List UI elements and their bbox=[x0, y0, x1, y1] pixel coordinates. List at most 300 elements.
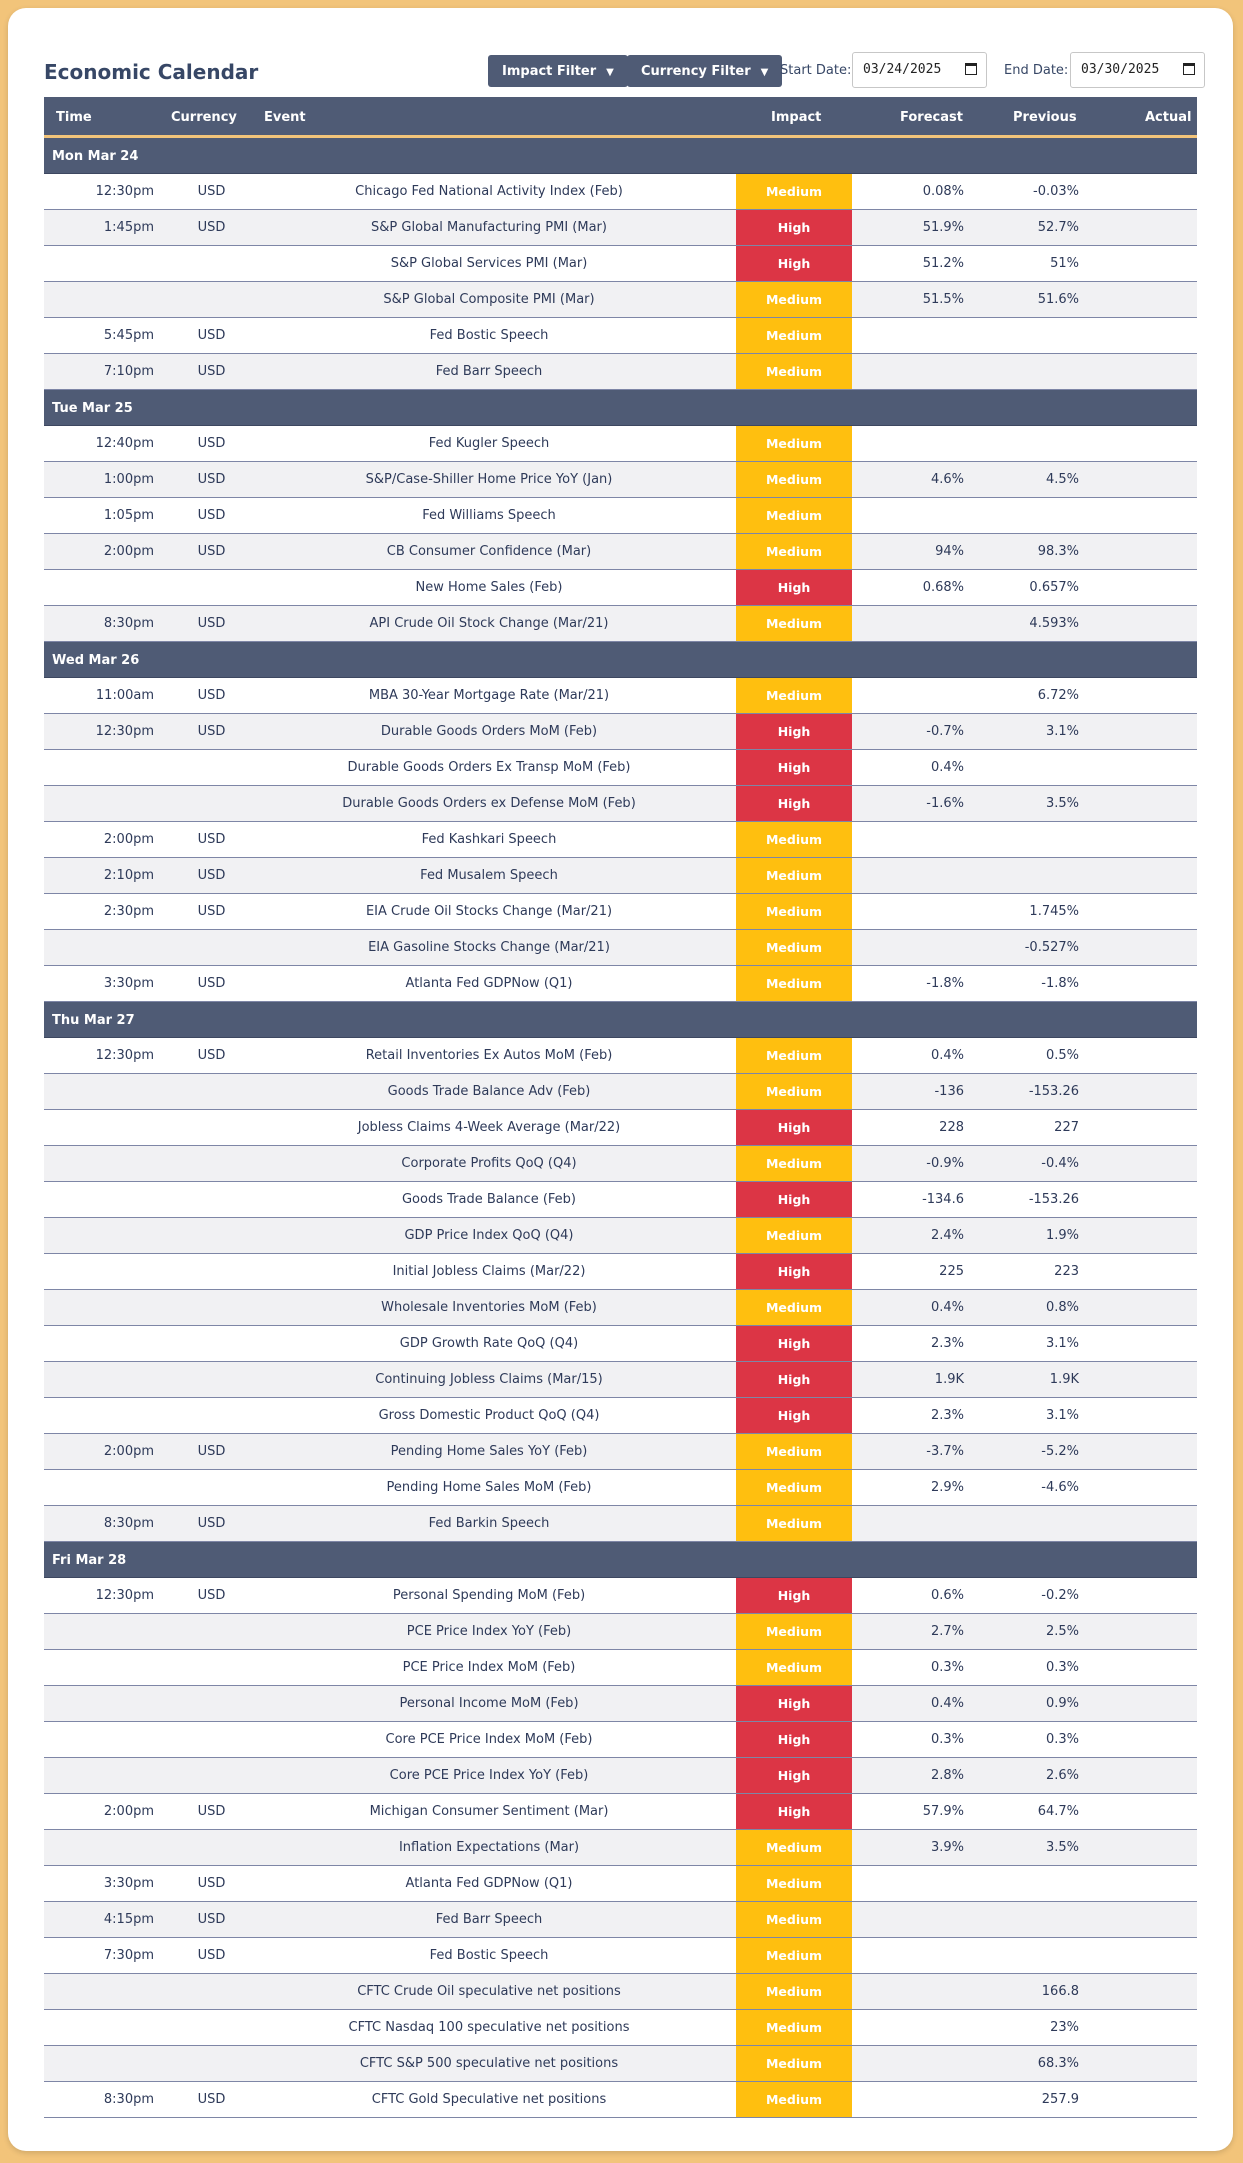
table-row[interactable] bbox=[44, 1074, 1197, 1110]
calendar-icon[interactable] bbox=[965, 63, 977, 75]
event-cell: CFTC Nasdaq 100 speculative net positions bbox=[348, 2020, 630, 2035]
forecast-cell: 51.9% bbox=[922, 220, 964, 235]
impact-badge: Medium bbox=[736, 174, 852, 209]
impact-badge: Medium bbox=[736, 1218, 852, 1253]
table-row[interactable] bbox=[44, 1110, 1197, 1146]
forecast-cell: 1.9K bbox=[934, 1372, 964, 1387]
impact-badge: High bbox=[736, 1794, 852, 1829]
event-cell: Fed Bostic Speech bbox=[429, 328, 549, 343]
calendar-header bbox=[44, 48, 1197, 94]
col-actual[interactable]: Actual bbox=[1145, 110, 1192, 125]
time-cell: 12:30pm bbox=[95, 1048, 154, 1063]
table-row[interactable] bbox=[44, 750, 1197, 786]
previous-cell: 51.6% bbox=[1037, 292, 1079, 307]
event-cell: Gross Domestic Product QoQ (Q4) bbox=[378, 1408, 600, 1423]
event-cell: Core PCE Price Index MoM (Feb) bbox=[385, 1732, 593, 1747]
impact-filter-button[interactable] bbox=[488, 55, 628, 87]
table-row[interactable] bbox=[44, 858, 1197, 894]
table-row[interactable] bbox=[44, 894, 1197, 930]
previous-cell: -0.03% bbox=[1033, 184, 1079, 199]
event-cell: GDP Growth Rate QoQ (Q4) bbox=[399, 1336, 579, 1351]
event-cell: Fed Bostic Speech bbox=[429, 1948, 549, 1963]
day-label: Tue Mar 25 bbox=[52, 401, 133, 416]
forecast-cell: 0.4% bbox=[930, 1048, 964, 1063]
event-cell: Michigan Consumer Sentiment (Mar) bbox=[369, 1804, 609, 1819]
previous-cell: 3.1% bbox=[1045, 1336, 1079, 1351]
event-cell: GDP Price Index QoQ (Q4) bbox=[404, 1228, 574, 1243]
forecast-cell: 0.4% bbox=[930, 760, 964, 775]
impact-badge: High bbox=[736, 1254, 852, 1289]
time-cell: 2:30pm bbox=[103, 904, 154, 919]
currency-cell: USD bbox=[197, 544, 226, 559]
impact-badge: High bbox=[736, 1686, 852, 1721]
col-time[interactable]: Time bbox=[56, 110, 92, 125]
day-header bbox=[44, 1002, 1197, 1038]
impact-badge: Medium bbox=[736, 354, 852, 389]
time-cell: 2:00pm bbox=[103, 544, 154, 559]
table-row[interactable] bbox=[44, 2046, 1197, 2082]
forecast-cell: -3.7% bbox=[926, 1444, 964, 1459]
col-impact[interactable]: Impact bbox=[771, 110, 822, 125]
time-cell: 8:30pm bbox=[103, 2092, 154, 2107]
time-cell: 1:05pm bbox=[103, 508, 154, 523]
table-row[interactable] bbox=[44, 1290, 1197, 1326]
event-cell: EIA Gasoline Stocks Change (Mar/21) bbox=[368, 940, 610, 955]
time-cell: 5:45pm bbox=[103, 328, 154, 343]
forecast-cell: 2.8% bbox=[930, 1768, 964, 1783]
currency-cell: USD bbox=[197, 1588, 226, 1603]
event-cell: Personal Income MoM (Feb) bbox=[399, 1696, 579, 1711]
event-cell: Fed Kashkari Speech bbox=[421, 832, 557, 847]
event-cell: PCE Price Index YoY (Feb) bbox=[406, 1624, 572, 1639]
previous-cell: 0.8% bbox=[1045, 1300, 1079, 1315]
impact-badge: Medium bbox=[736, 1074, 852, 1109]
currency-cell: USD bbox=[197, 328, 226, 343]
table-row[interactable] bbox=[44, 2082, 1197, 2118]
forecast-cell: -134.6 bbox=[922, 1192, 964, 1207]
table-row[interactable] bbox=[44, 1614, 1197, 1650]
event-cell: New Home Sales (Feb) bbox=[415, 580, 563, 595]
end-date-input[interactable] bbox=[1070, 52, 1205, 88]
previous-cell: 52.7% bbox=[1037, 220, 1079, 235]
previous-cell: 2.5% bbox=[1045, 1624, 1079, 1639]
caret-down-icon: ▼ bbox=[606, 66, 614, 78]
table-row[interactable] bbox=[44, 1398, 1197, 1434]
caret-down-icon: ▼ bbox=[760, 66, 769, 78]
impact-badge: Medium bbox=[736, 2046, 852, 2081]
table-row[interactable] bbox=[44, 498, 1197, 534]
table-row[interactable] bbox=[44, 786, 1197, 822]
event-cell: S&P Global Services PMI (Mar) bbox=[390, 256, 588, 271]
currency-cell: USD bbox=[197, 1948, 226, 1963]
forecast-cell: -0.7% bbox=[926, 724, 964, 739]
event-cell: Atlanta Fed GDPNow (Q1) bbox=[405, 1876, 573, 1891]
previous-cell: 6.72% bbox=[1037, 688, 1079, 703]
impact-badge: Medium bbox=[736, 858, 852, 893]
event-cell: PCE Price Index MoM (Feb) bbox=[402, 1660, 576, 1675]
table-row[interactable] bbox=[44, 462, 1197, 498]
forecast-cell: -0.9% bbox=[926, 1156, 964, 1171]
table-row[interactable] bbox=[44, 1902, 1197, 1938]
calendar-icon[interactable] bbox=[1183, 63, 1195, 75]
impact-filter-label: Impact Filter bbox=[502, 63, 597, 79]
impact-badge: Medium bbox=[736, 1506, 852, 1541]
impact-badge: Medium bbox=[736, 930, 852, 965]
currency-cell: USD bbox=[197, 1444, 226, 1459]
previous-cell: 227 bbox=[1054, 1120, 1079, 1135]
currency-cell: USD bbox=[197, 184, 226, 199]
event-cell: S&P Global Composite PMI (Mar) bbox=[383, 292, 595, 307]
event-cell: Inflation Expectations (Mar) bbox=[398, 1840, 580, 1855]
impact-badge: Medium bbox=[736, 1866, 852, 1901]
table-row[interactable] bbox=[44, 1938, 1197, 1974]
start-date-label: Start Date: bbox=[780, 63, 852, 78]
table-row[interactable] bbox=[44, 1794, 1197, 1830]
currency-filter-button[interactable] bbox=[627, 55, 782, 87]
impact-badge: Medium bbox=[736, 1650, 852, 1685]
previous-cell: 0.657% bbox=[1029, 580, 1079, 595]
table-row[interactable] bbox=[44, 2010, 1197, 2046]
previous-cell: -5.2% bbox=[1041, 1444, 1079, 1459]
table-row[interactable] bbox=[44, 1974, 1197, 2010]
impact-badge: Medium bbox=[736, 498, 852, 533]
table-row[interactable] bbox=[44, 1578, 1197, 1614]
forecast-cell: 0.68% bbox=[922, 580, 964, 595]
currency-cell: USD bbox=[197, 976, 226, 991]
impact-badge: Medium bbox=[736, 894, 852, 929]
impact-badge: Medium bbox=[736, 318, 852, 353]
time-cell: 2:00pm bbox=[103, 1444, 154, 1459]
impact-badge: High bbox=[736, 246, 852, 281]
impact-badge: Medium bbox=[736, 2082, 852, 2117]
time-cell: 1:00pm bbox=[103, 472, 154, 487]
forecast-cell: 225 bbox=[939, 1264, 964, 1279]
impact-badge: Medium bbox=[736, 1470, 852, 1505]
event-cell: CFTC S&P 500 speculative net positions bbox=[359, 2056, 619, 2071]
forecast-cell: 2.9% bbox=[930, 1480, 964, 1495]
forecast-cell: 0.6% bbox=[930, 1588, 964, 1603]
table-row[interactable] bbox=[44, 1038, 1197, 1074]
table-body bbox=[44, 138, 1197, 2118]
currency-cell: USD bbox=[197, 472, 226, 487]
currency-cell: USD bbox=[197, 2092, 226, 2107]
col-event[interactable]: Event bbox=[264, 110, 306, 125]
event-cell: Durable Goods Orders Ex Transp MoM (Feb) bbox=[347, 760, 631, 775]
impact-badge: High bbox=[736, 1578, 852, 1613]
impact-badge: Medium bbox=[736, 534, 852, 569]
previous-cell: 2.6% bbox=[1045, 1768, 1079, 1783]
event-cell: Chicago Fed National Activity Index (Feb) bbox=[355, 184, 623, 199]
table-row[interactable] bbox=[44, 930, 1197, 966]
previous-cell: 1.9K bbox=[1049, 1372, 1079, 1387]
table-row[interactable] bbox=[44, 1362, 1197, 1398]
day-label: Fri Mar 28 bbox=[52, 1553, 127, 1568]
table-row[interactable] bbox=[44, 174, 1197, 210]
impact-badge: High bbox=[736, 750, 852, 785]
event-cell: Goods Trade Balance (Feb) bbox=[401, 1192, 576, 1207]
event-cell: S&P/Case-Shiller Home Price YoY (Jan) bbox=[365, 472, 613, 487]
table-row[interactable] bbox=[44, 570, 1197, 606]
previous-cell: 166.8 bbox=[1041, 1984, 1079, 1999]
table-row[interactable] bbox=[44, 822, 1197, 858]
currency-cell: USD bbox=[197, 1876, 226, 1891]
forecast-cell: 0.4% bbox=[930, 1696, 964, 1711]
forecast-cell: 0.4% bbox=[930, 1300, 964, 1315]
time-cell: 12:30pm bbox=[95, 184, 154, 199]
table-row[interactable] bbox=[44, 1146, 1197, 1182]
event-cell: Fed Williams Speech bbox=[422, 508, 556, 523]
event-cell: CFTC Crude Oil speculative net positions bbox=[357, 1984, 621, 1999]
table-row[interactable] bbox=[44, 210, 1197, 246]
previous-cell: 3.1% bbox=[1045, 1408, 1079, 1423]
table-row[interactable] bbox=[44, 246, 1197, 282]
previous-cell: 4.5% bbox=[1045, 472, 1079, 487]
impact-badge: Medium bbox=[736, 1290, 852, 1325]
currency-cell: USD bbox=[197, 832, 226, 847]
currency-cell: USD bbox=[197, 616, 226, 631]
table-row[interactable] bbox=[44, 1758, 1197, 1794]
forecast-cell: 3.9% bbox=[930, 1840, 964, 1855]
previous-cell: -4.6% bbox=[1041, 1480, 1079, 1495]
time-cell: 11:00am bbox=[95, 688, 154, 703]
impact-badge: Medium bbox=[736, 462, 852, 497]
impact-badge: High bbox=[736, 1398, 852, 1433]
impact-badge: Medium bbox=[736, 1938, 852, 1973]
table-row[interactable] bbox=[44, 1722, 1197, 1758]
forecast-cell: 228 bbox=[939, 1120, 964, 1135]
previous-cell: 98.3% bbox=[1037, 544, 1079, 559]
impact-badge: High bbox=[736, 210, 852, 245]
event-cell: MBA 30-Year Mortgage Rate (Mar/21) bbox=[368, 688, 610, 703]
table-row[interactable] bbox=[44, 606, 1197, 642]
event-cell: API Crude Oil Stock Change (Mar/21) bbox=[369, 616, 609, 631]
time-cell: 7:10pm bbox=[103, 364, 154, 379]
time-cell: 2:00pm bbox=[103, 1804, 154, 1819]
table-row[interactable] bbox=[44, 1254, 1197, 1290]
table-row[interactable] bbox=[44, 318, 1197, 354]
calendar-card bbox=[8, 8, 1233, 2151]
event-cell: Initial Jobless Claims (Mar/22) bbox=[392, 1264, 586, 1279]
forecast-cell: 2.3% bbox=[930, 1408, 964, 1423]
currency-cell: USD bbox=[197, 904, 226, 919]
previous-cell: 0.9% bbox=[1045, 1696, 1079, 1711]
impact-badge: High bbox=[736, 570, 852, 605]
day-header bbox=[44, 1542, 1197, 1578]
table-row[interactable] bbox=[44, 678, 1197, 714]
previous-cell: -0.527% bbox=[1024, 940, 1079, 955]
previous-cell: 68.3% bbox=[1037, 2056, 1079, 2071]
start-date-input[interactable] bbox=[852, 52, 987, 88]
previous-cell: -0.4% bbox=[1041, 1156, 1079, 1171]
previous-cell: 64.7% bbox=[1037, 1804, 1079, 1819]
currency-cell: USD bbox=[197, 688, 226, 703]
event-cell: Durable Goods Orders ex Defense MoM (Feb) bbox=[342, 796, 636, 811]
event-cell: Core PCE Price Index YoY (Feb) bbox=[389, 1768, 589, 1783]
forecast-cell: 0.3% bbox=[930, 1660, 964, 1675]
impact-badge: High bbox=[736, 786, 852, 821]
currency-cell: USD bbox=[197, 1804, 226, 1819]
forecast-cell: 51.5% bbox=[922, 292, 964, 307]
time-cell: 12:30pm bbox=[95, 1588, 154, 1603]
day-header bbox=[44, 390, 1197, 426]
event-cell: Goods Trade Balance Adv (Feb) bbox=[387, 1084, 591, 1099]
impact-badge: Medium bbox=[736, 1434, 852, 1469]
impact-badge: Medium bbox=[736, 282, 852, 317]
day-label: Mon Mar 24 bbox=[52, 149, 139, 164]
time-cell: 3:30pm bbox=[103, 976, 154, 991]
table-row[interactable] bbox=[44, 1866, 1197, 1902]
forecast-cell: -1.8% bbox=[926, 976, 964, 991]
impact-badge: Medium bbox=[736, 678, 852, 713]
currency-cell: USD bbox=[197, 364, 226, 379]
forecast-cell: 57.9% bbox=[922, 1804, 964, 1819]
event-cell: CB Consumer Confidence (Mar) bbox=[386, 544, 592, 559]
previous-cell: -1.8% bbox=[1041, 976, 1079, 991]
event-cell: Fed Musalem Speech bbox=[420, 868, 558, 883]
table-row[interactable] bbox=[44, 354, 1197, 390]
previous-cell: 0.3% bbox=[1045, 1660, 1079, 1675]
forecast-cell: -1.6% bbox=[926, 796, 964, 811]
event-cell: Jobless Claims 4-Week Average (Mar/22) bbox=[357, 1120, 621, 1135]
day-header bbox=[44, 138, 1197, 174]
event-cell: Pending Home Sales MoM (Feb) bbox=[386, 1480, 592, 1495]
impact-badge: Medium bbox=[736, 1614, 852, 1649]
currency-cell: USD bbox=[197, 220, 226, 235]
forecast-cell: 51.2% bbox=[922, 256, 964, 271]
table-row[interactable] bbox=[44, 714, 1197, 750]
currency-cell: USD bbox=[197, 1048, 226, 1063]
time-cell: 12:40pm bbox=[95, 436, 154, 451]
previous-cell: 0.5% bbox=[1045, 1048, 1079, 1063]
calendar-table bbox=[44, 97, 1197, 2118]
forecast-cell: 4.6% bbox=[930, 472, 964, 487]
currency-cell: USD bbox=[197, 508, 226, 523]
impact-badge: Medium bbox=[736, 2010, 852, 2045]
previous-cell: -153.26 bbox=[1028, 1192, 1079, 1207]
impact-badge: Medium bbox=[736, 1974, 852, 2009]
time-cell: 1:45pm bbox=[103, 220, 154, 235]
previous-cell: 51% bbox=[1050, 256, 1079, 271]
currency-cell: USD bbox=[197, 1516, 226, 1531]
table-row[interactable] bbox=[44, 426, 1197, 462]
event-cell: CFTC Gold Speculative net positions bbox=[371, 2092, 607, 2107]
table-header bbox=[44, 97, 1197, 138]
table-row[interactable] bbox=[44, 1650, 1197, 1686]
impact-badge: Medium bbox=[736, 1902, 852, 1937]
table-row[interactable] bbox=[44, 1326, 1197, 1362]
event-cell: Corporate Profits QoQ (Q4) bbox=[401, 1156, 577, 1171]
impact-badge: Medium bbox=[736, 966, 852, 1001]
table-row[interactable] bbox=[44, 1470, 1197, 1506]
impact-badge: High bbox=[736, 1722, 852, 1757]
event-cell: Continuing Jobless Claims (Mar/15) bbox=[375, 1372, 603, 1387]
table-row[interactable] bbox=[44, 534, 1197, 570]
impact-badge: Medium bbox=[736, 1830, 852, 1865]
time-cell: 3:30pm bbox=[103, 1876, 154, 1891]
impact-badge: High bbox=[736, 1110, 852, 1145]
currency-cell: USD bbox=[197, 1912, 226, 1927]
end-date-value: 03/30/2025 bbox=[1081, 62, 1160, 77]
table-row[interactable] bbox=[44, 966, 1197, 1002]
table-row[interactable] bbox=[44, 1830, 1197, 1866]
impact-badge: Medium bbox=[736, 822, 852, 857]
forecast-cell: 2.7% bbox=[930, 1624, 964, 1639]
previous-cell: 3.1% bbox=[1045, 724, 1079, 739]
impact-badge: Medium bbox=[736, 1146, 852, 1181]
day-label: Thu Mar 27 bbox=[52, 1013, 135, 1028]
table-row[interactable] bbox=[44, 1434, 1197, 1470]
impact-badge: Medium bbox=[736, 1038, 852, 1073]
previous-cell: 257.9 bbox=[1041, 2092, 1079, 2107]
time-cell: 8:30pm bbox=[103, 616, 154, 631]
col-forecast[interactable]: Forecast bbox=[900, 110, 963, 125]
day-label: Wed Mar 26 bbox=[52, 653, 140, 668]
event-cell: Fed Barr Speech bbox=[435, 1912, 543, 1927]
event-cell: S&P Global Manufacturing PMI (Mar) bbox=[371, 220, 607, 235]
impact-badge: High bbox=[736, 1326, 852, 1361]
impact-badge: High bbox=[736, 1362, 852, 1397]
currency-cell: USD bbox=[197, 436, 226, 451]
table-row[interactable] bbox=[44, 1182, 1197, 1218]
time-cell: 12:30pm bbox=[95, 724, 154, 739]
impact-badge: Medium bbox=[736, 606, 852, 641]
previous-cell: 1.9% bbox=[1045, 1228, 1079, 1243]
event-cell: Retail Inventories Ex Autos MoM (Feb) bbox=[365, 1048, 613, 1063]
forecast-cell: -136 bbox=[934, 1084, 964, 1099]
forecast-cell: 2.4% bbox=[930, 1228, 964, 1243]
end-date-label: End Date: bbox=[1004, 63, 1069, 78]
time-cell: 7:30pm bbox=[103, 1948, 154, 1963]
currency-cell: USD bbox=[197, 868, 226, 883]
col-currency[interactable]: Currency bbox=[171, 110, 237, 125]
time-cell: 8:30pm bbox=[103, 1516, 154, 1531]
col-previous[interactable]: Previous bbox=[1013, 110, 1077, 125]
time-cell: 2:00pm bbox=[103, 832, 154, 847]
forecast-cell: 0.08% bbox=[922, 184, 964, 199]
currency-filter-label: Currency Filter bbox=[641, 63, 751, 79]
previous-cell: 23% bbox=[1050, 2020, 1079, 2035]
previous-cell: 0.3% bbox=[1045, 1732, 1079, 1747]
start-date-value: 03/24/2025 bbox=[863, 62, 942, 77]
event-cell: Atlanta Fed GDPNow (Q1) bbox=[405, 976, 573, 991]
currency-cell: USD bbox=[197, 724, 226, 739]
event-cell: Pending Home Sales YoY (Feb) bbox=[390, 1444, 588, 1459]
previous-cell: 4.593% bbox=[1029, 616, 1079, 631]
previous-cell: 3.5% bbox=[1045, 796, 1079, 811]
impact-badge: High bbox=[736, 1758, 852, 1793]
event-cell: Personal Spending MoM (Feb) bbox=[392, 1588, 586, 1603]
time-cell: 2:10pm bbox=[103, 868, 154, 883]
forecast-cell: 2.3% bbox=[930, 1336, 964, 1351]
forecast-cell: 94% bbox=[935, 544, 964, 559]
table-row[interactable] bbox=[44, 1506, 1197, 1542]
table-row[interactable] bbox=[44, 282, 1197, 318]
forecast-cell: 0.3% bbox=[930, 1732, 964, 1747]
impact-badge: High bbox=[736, 1182, 852, 1217]
previous-cell: -0.2% bbox=[1041, 1588, 1079, 1603]
event-cell: Fed Barkin Speech bbox=[428, 1516, 550, 1531]
event-cell: EIA Crude Oil Stocks Change (Mar/21) bbox=[365, 904, 613, 919]
table-row[interactable] bbox=[44, 1218, 1197, 1254]
event-cell: Fed Barr Speech bbox=[435, 364, 543, 379]
time-cell: 4:15pm bbox=[103, 1912, 154, 1927]
previous-cell: 3.5% bbox=[1045, 1840, 1079, 1855]
day-header bbox=[44, 642, 1197, 678]
impact-badge: High bbox=[736, 714, 852, 749]
event-cell: Wholesale Inventories MoM (Feb) bbox=[381, 1300, 597, 1315]
table-row[interactable] bbox=[44, 1686, 1197, 1722]
previous-cell: 223 bbox=[1054, 1264, 1079, 1279]
